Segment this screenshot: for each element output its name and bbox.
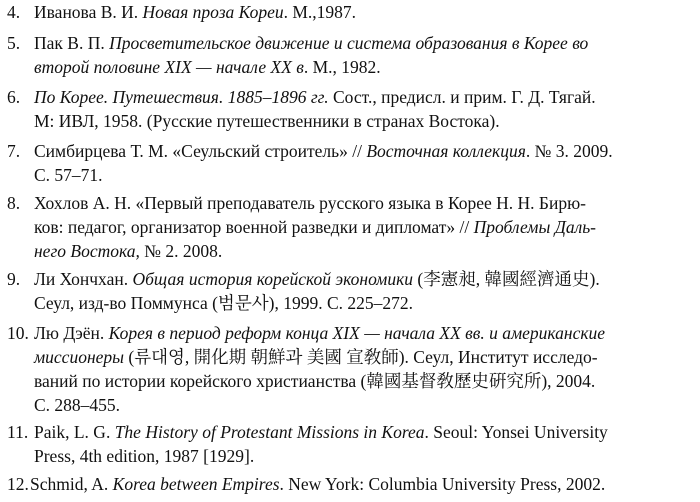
- reference-line: [34, 55, 381, 79]
- reference-number: 6.: [7, 87, 21, 107]
- reference-text: Press, 4th edition, 1987 [1929].: [34, 446, 255, 466]
- reference-line: [34, 420, 608, 444]
- reference-number: 5.: [7, 33, 21, 53]
- reference-title-text: Проблемы Даль-: [473, 217, 596, 237]
- reference-line: [34, 215, 596, 239]
- reference-line: [34, 321, 605, 345]
- reference-line: [30, 472, 605, 496]
- reference-title-text: Просветительское движение и система образования в Корее во: [109, 33, 589, 53]
- reference-line: [34, 239, 222, 263]
- reference-text: С. 288–455.: [34, 395, 121, 415]
- reference-entry: [0, 472, 700, 496]
- reference-number: 7.: [7, 141, 21, 161]
- reference-title-text: миссионеры: [34, 347, 125, 367]
- reference-entry: [0, 321, 700, 417]
- reference-line: [34, 139, 613, 163]
- reference-title-text: Общая история корейской экономики: [132, 269, 414, 289]
- reference-entry: [0, 139, 700, 187]
- reference-text: Пак В. П.: [34, 33, 110, 53]
- reference-text: ваний по истории корейского христианства (韓國基督敎歷史硏究所), 2004.: [34, 371, 596, 391]
- reference-entry: [0, 420, 700, 468]
- reference-text: Сеул, изд-во Поммунса (범문사), 1999. С. 225–272.: [34, 293, 414, 313]
- reference-title-text: второй половине XIX — начале XX в: [34, 57, 304, 77]
- reference-title-text: Korea between Empires: [112, 474, 280, 494]
- reference-line: [34, 444, 254, 468]
- reference-line: [34, 291, 413, 315]
- reference-text: М: ИВЛ, 1958. (Русские путешественники в странах Востока).: [34, 111, 500, 131]
- reference-number: 10.: [7, 323, 29, 343]
- reference-line: [34, 31, 588, 55]
- reference-title-text: него Востока,: [34, 241, 140, 261]
- reference-line: [34, 163, 103, 187]
- reference-line: [34, 85, 596, 109]
- reference-number: 9.: [7, 269, 21, 289]
- reference-text: Ли Хончхан.: [34, 269, 133, 289]
- reference-text: . New York: Columbia University Press, 2002.: [279, 474, 606, 494]
- reference-text: Хохлов А. Н. «Первый преподаватель русского языка в Корее Н. Н. Бирю-: [34, 193, 587, 213]
- reference-line: [34, 109, 500, 133]
- reference-text: С. 57–71.: [34, 165, 103, 185]
- reference-text: . Seoul: Yonsei University: [424, 422, 608, 442]
- reference-line: [34, 369, 595, 393]
- reference-title-text: По Корее. Путешествия. 1885–1896 гг.: [34, 87, 329, 107]
- reference-text: (李憲昶, 韓國經濟通史).: [413, 269, 600, 289]
- reference-text: Schmid, A.: [30, 474, 113, 494]
- reference-text: . М.,1987.: [283, 2, 357, 22]
- reference-entry: [0, 31, 700, 79]
- reference-text: Иванова В. И.: [34, 2, 143, 22]
- reference-title-text: The History of Protestant Missions in Korea: [114, 422, 425, 442]
- reference-number: 12.: [7, 474, 29, 494]
- reference-line: [34, 267, 600, 291]
- reference-number: 4.: [7, 2, 21, 22]
- reference-title-text: Восточная коллекция: [366, 141, 526, 161]
- reference-title-text: Новая проза Кореи: [142, 2, 284, 22]
- reference-entry: [0, 267, 700, 315]
- reference-text: Paik, L. G.: [34, 422, 115, 442]
- reference-entry: [0, 0, 700, 24]
- reference-text: № 2. 2008.: [139, 241, 223, 261]
- reference-text: Симбирцева Т. М. «Сеульский строитель» //: [34, 141, 367, 161]
- reference-entry: [0, 85, 700, 133]
- reference-text: Сост., предисл. и прим. Г. Д. Тягай.: [328, 87, 596, 107]
- reference-text: ков: педагог, организатор военной разведки и дипломат» //: [34, 217, 474, 237]
- reference-line: [34, 191, 586, 215]
- reference-line: [34, 393, 120, 417]
- reference-entry: [0, 191, 700, 263]
- reference-line: [34, 0, 356, 24]
- reference-text: Лю Дэён.: [34, 323, 109, 343]
- reference-number: 11.: [7, 422, 29, 442]
- reference-title-text: Корея в период реформ конца XIX — начала XX вв. и американские: [108, 323, 606, 343]
- reference-text: . М., 1982.: [303, 57, 381, 77]
- reference-text: (류대영, 開化期 朝鮮과 美國 宣敎師). Сеул, Институт исследо-: [124, 347, 598, 367]
- reference-line: [34, 345, 598, 369]
- reference-text: . № 3. 2009.: [525, 141, 613, 161]
- reference-number: 8.: [7, 193, 21, 213]
